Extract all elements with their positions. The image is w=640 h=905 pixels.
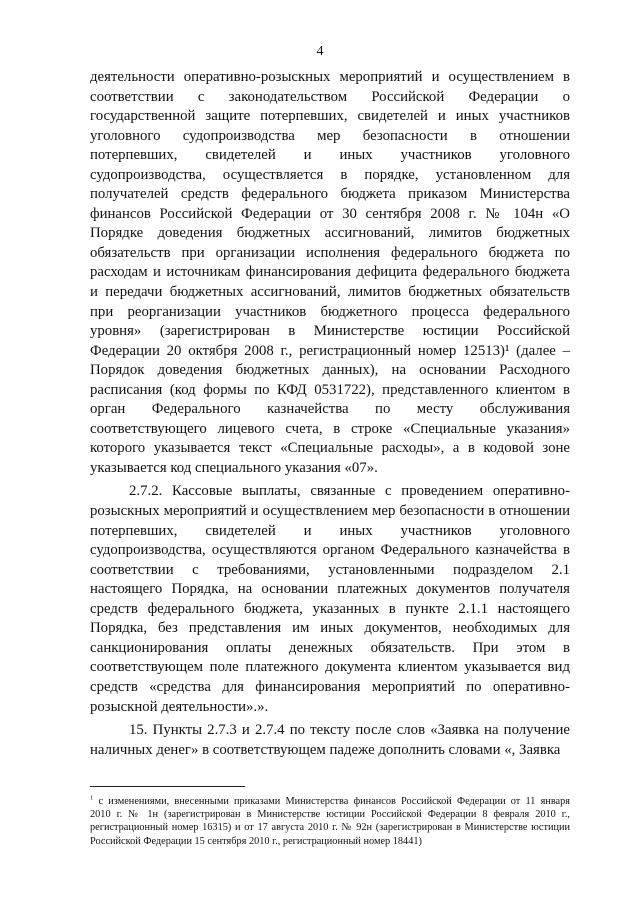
text-line: финансов Российской Федерации от 30 сентября 2008 г. № 104н «О [90,205,570,222]
text-line: которого указывается текст «Специальные расходы», а в кодовой зоне [90,440,570,457]
text-line: расходам и источникам финансирования дефицита федерального бюджета [90,264,570,281]
text-line: судопроизводства, осуществляются органом Федерального казначейства в [90,542,570,559]
text-line: деятельности оперативно-розыскных мероприятий и осуществлением в [90,69,570,85]
text-line: Федерации 20 октября 2008 г., регистрационный номер 12513)¹ (далее – [90,342,570,359]
footnote-line: Российской Федерации 15 сентября 2010 г., регистрационный номер 18441) [90,835,422,847]
text-line: потерпевших, свидетелей и иных участников уголовного [90,147,570,164]
footnote [90,795,570,848]
text-line: расписания (код формы по КФД 0531722), представленного клиентом в [90,381,570,398]
text-line: настоящего Порядка, на основании платежных документов получателя [90,581,570,598]
text-line: и передачи бюджетных ассигнований, лимитов бюджетных обязательств [90,284,570,301]
text-line: соответствии с законодательством Российской Федерации о [90,88,570,105]
footnote-line: 2010 г. № 1н (зарегистрирован в Министерстве юстиции Российской Федерации 8 февраля 2010 г., [90,809,570,821]
footnote-marker: 1 [90,794,94,802]
text-line: уровня» (зарегистрирован в Министерстве юстиции Российской [90,323,570,340]
footnote-line: регистрационный номер 16315) и от 17 августа 2010 г. № 92н (зарегистрирован в Министерстве юстиции [90,822,570,834]
body-text [90,68,570,760]
text-line: уголовного судопроизводства мер безопасности в отношении [90,127,570,144]
text-line: соответствующем поле платежного документа клиентом указывается вид [90,659,570,676]
text-line: указывается код специального указания «07». [90,459,378,476]
text-line: средств «средства для финансирования мероприятий по оперативно- [90,678,570,695]
text-line: обязательств при организации исполнения федерального бюджета по [90,244,570,261]
text-line: розыскной деятельности».». [90,698,269,715]
text-line: соответствии с требованиями, установленными подразделом 2.1 [90,561,570,578]
text-line: соответствующего лицевого счета, в строке «Специальные указания» [90,420,570,437]
paragraph [90,68,570,478]
paragraph [90,721,570,760]
text-line: получателей средств федерального бюджета приказом Министерства [90,186,570,203]
text-line: при реорганизации участников бюджетного процесса федерального [90,303,570,320]
text-line: Порядок доведения бюджетных данных), на основании Расходного [90,362,570,379]
text-line: 15. Пункты 2.7.3 и 2.7.4 по тексту после слов «Заявка на получение [129,722,570,739]
text-line: наличных денег» в соответствующем падеже дополнить словами «, Заявка [90,741,561,758]
text-line: государственной защите потерпевших, свидетелей и иных участников [90,108,570,125]
footnote-text: с изменениями, внесенными приказами Министерства финансов Российской Федерации от 11 января [98,796,570,807]
text-line: санкционирования оплаты денежных обязательств. При этом в [90,639,570,656]
text-line: 2.7.2. Кассовые выплаты, связанные с проведением оперативно- [129,483,570,500]
footnote-line [90,795,570,808]
text-line: Порядке доведения бюджетных ассигнований, лимитов бюджетных [90,225,570,242]
text-line: орган Федерального казначейства по месту обслуживания [90,401,570,418]
paragraph [90,482,570,717]
text-line: средств федерального бюджета, указанных в пункте 2.1.1 настоящего [90,600,570,617]
text-line: судопроизводства, осуществляется в порядке, установленном для [90,166,570,183]
text-line: потерпевших, свидетелей и иных участников уголовного [90,522,570,539]
page-number: 4 [316,44,324,59]
text-line: Порядка, без представления им иных документов, необходимых для [90,620,570,637]
footnote-divider [90,786,245,787]
text-line: розыскных мероприятий и осуществлением мер безопасности в отношении [90,503,570,520]
